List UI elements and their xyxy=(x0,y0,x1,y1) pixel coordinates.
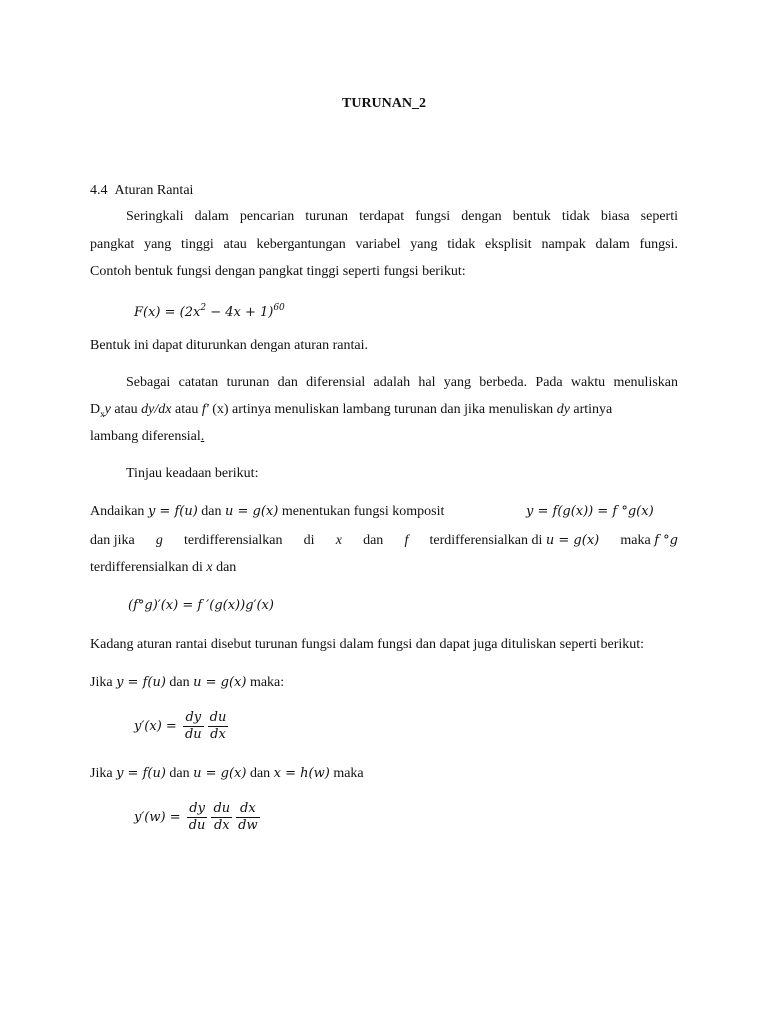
paragraph-line: Sebagai catatan turunan dan diferensial adalah hal yang berbeda. Pada waktu menuliskan xyxy=(126,375,678,390)
paragraph-line: $D_xy$ atau dy/dx atau f' (x) artinya menuliskan lambang turunan dan jika menuliskan dy artinya xyxy=(90,402,613,419)
paragraph-line: lambang diferensial. xyxy=(90,429,205,444)
composite-function: y = f(g(x)) = f °g(x) xyxy=(526,504,654,519)
section-heading xyxy=(90,182,678,200)
paragraph-line: Tinjau keadaan berikut: xyxy=(126,466,259,481)
paragraph-line: Andaikan y = f(u) dan u = g(x) menentukan fungsi komposit xyxy=(90,504,445,519)
paragraph-line: Seringkali dalam pencarian turunan terdapat fungsi dengan bentuk tidak biasa seperti xyxy=(126,209,678,224)
equation-1: $F(x) = (2x^2 - 4x + 1)^{60}$ xyxy=(134,303,285,320)
paragraph-line: terdifferensialkan di x dan xyxy=(90,560,237,575)
paragraph-line: Kadang aturan rantai disebut turunan fungsi dalam fungsi dan dapat juga dituliskan seperti berikut: xyxy=(90,637,645,652)
paragraph-line: Jika y = f(u) dan u = g(x) dan x = h(w) maka xyxy=(90,766,364,781)
equation-3: y′(x) = $\frac{dy}{du}$ $\frac{du}{dx}$ xyxy=(134,710,227,742)
page-title: TURUNAN_2 xyxy=(342,96,426,111)
paragraph-line: Bentuk ini dapat diturunkan dengan aturan rantai. xyxy=(90,338,368,353)
section-title: Aturan Rantai xyxy=(114,183,194,198)
paragraph-line: Jika y = f(u) dan u = g(x) maka: xyxy=(90,675,285,690)
paragraph-line: pangkat yang tinggi atau kebergantungan variabel yang tidak eksplisit nampak dalam fungsi. xyxy=(90,237,678,252)
equation-2: (f°g)′(x) = f ′(g(x))g′(x) xyxy=(128,598,274,613)
equation-4: y′(w) = $\frac{dy}{du}$ $\frac{du}{dx}$ $\frac{dx}{dw}$ xyxy=(134,801,258,833)
section-number: 4.4 xyxy=(90,183,108,198)
paragraph-line: Contoh bentuk fungsi dengan pangkat tinggi seperti fungsi berikut: xyxy=(90,264,466,279)
paragraph-line: dan jika g terdifferensialkan di x dan f terdifferensialkan di u = g(x) maka f °g xyxy=(90,533,678,548)
